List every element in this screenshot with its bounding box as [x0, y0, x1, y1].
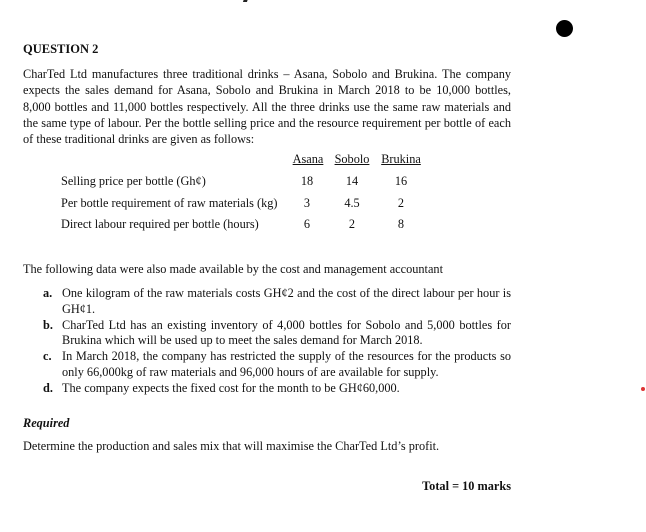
black-dot-mark: [556, 20, 573, 37]
list-marker: d.: [43, 380, 53, 395]
additional-data-intro: The following data were also made available by the cost and management accountant: [23, 262, 443, 276]
list-item: [43, 349, 511, 381]
cell: 2: [397, 196, 405, 210]
list-item: [43, 381, 511, 397]
row-label: Per bottle requirement of raw materials (kg): [61, 196, 278, 210]
list-item: [43, 286, 511, 318]
header-sobolo: Sobolo: [334, 152, 370, 166]
header-brukina: Brukina: [381, 152, 421, 166]
cell: 2: [348, 217, 356, 231]
header-asana: Asana: [292, 152, 324, 166]
total-marks: Total = 10 marks: [422, 479, 511, 493]
red-dot-mark: [641, 387, 645, 391]
cell: 8: [397, 217, 405, 231]
data-list: [43, 286, 511, 397]
cell: 16: [394, 174, 408, 188]
list-text: CharTed Ltd has an existing inventory of 4,000 bottles for Sobolo and 5,000 bottles for Brukina which will be used up to meet the sales demand for March 2018.: [62, 317, 511, 348]
list-text: One kilogram of the raw materials costs GH¢2 and the cost of the direct labour per hour is GH¢1.: [62, 286, 511, 316]
cell: 18: [300, 174, 314, 188]
list-text: In March 2018, the company has restricted the supply of the resources for the products so only 66,000kg of raw materials and 96,000 hours of are available for supply.: [62, 349, 511, 379]
list-item: [43, 318, 511, 350]
cell: 4.5: [344, 196, 360, 210]
list-marker: c.: [43, 349, 52, 364]
list-marker: b.: [43, 317, 53, 332]
list-marker: a.: [43, 286, 53, 300]
table-row: [61, 174, 461, 190]
required-text: Determine the production and sales mix that will maximise the CharTed Ltd’s profit.: [23, 439, 440, 453]
table-row: [61, 217, 461, 233]
cell: 14: [345, 174, 359, 188]
cell: 3: [303, 196, 311, 210]
required-heading: Required: [23, 416, 70, 430]
question-title: QUESTION 2: [23, 42, 99, 56]
intro-paragraph: CharTed Ltd manufactures three traditional drinks – Asana, Sobolo and Brukina. The company expects the sales demand for Asana, Sobolo and Brukina in March 2018 to be 10,000 bottles, 8,000 bottles and 11,000 bottles respectively. All the three drinks use the same raw materials and the same type of labour. Per the bottle selling price and the resource requirement per bottle of each of these traditional drinks are given as follows:: [23, 67, 511, 147]
scan-mark: [243, 0, 249, 2]
row-label: Selling price per bottle (Gh¢): [61, 174, 206, 188]
cell: 6: [303, 217, 311, 231]
row-label: Direct labour required per bottle (hours): [61, 217, 259, 231]
table-row: [61, 196, 461, 212]
list-text: The company expects the fixed cost for the month to be GH¢60,000.: [62, 380, 400, 395]
